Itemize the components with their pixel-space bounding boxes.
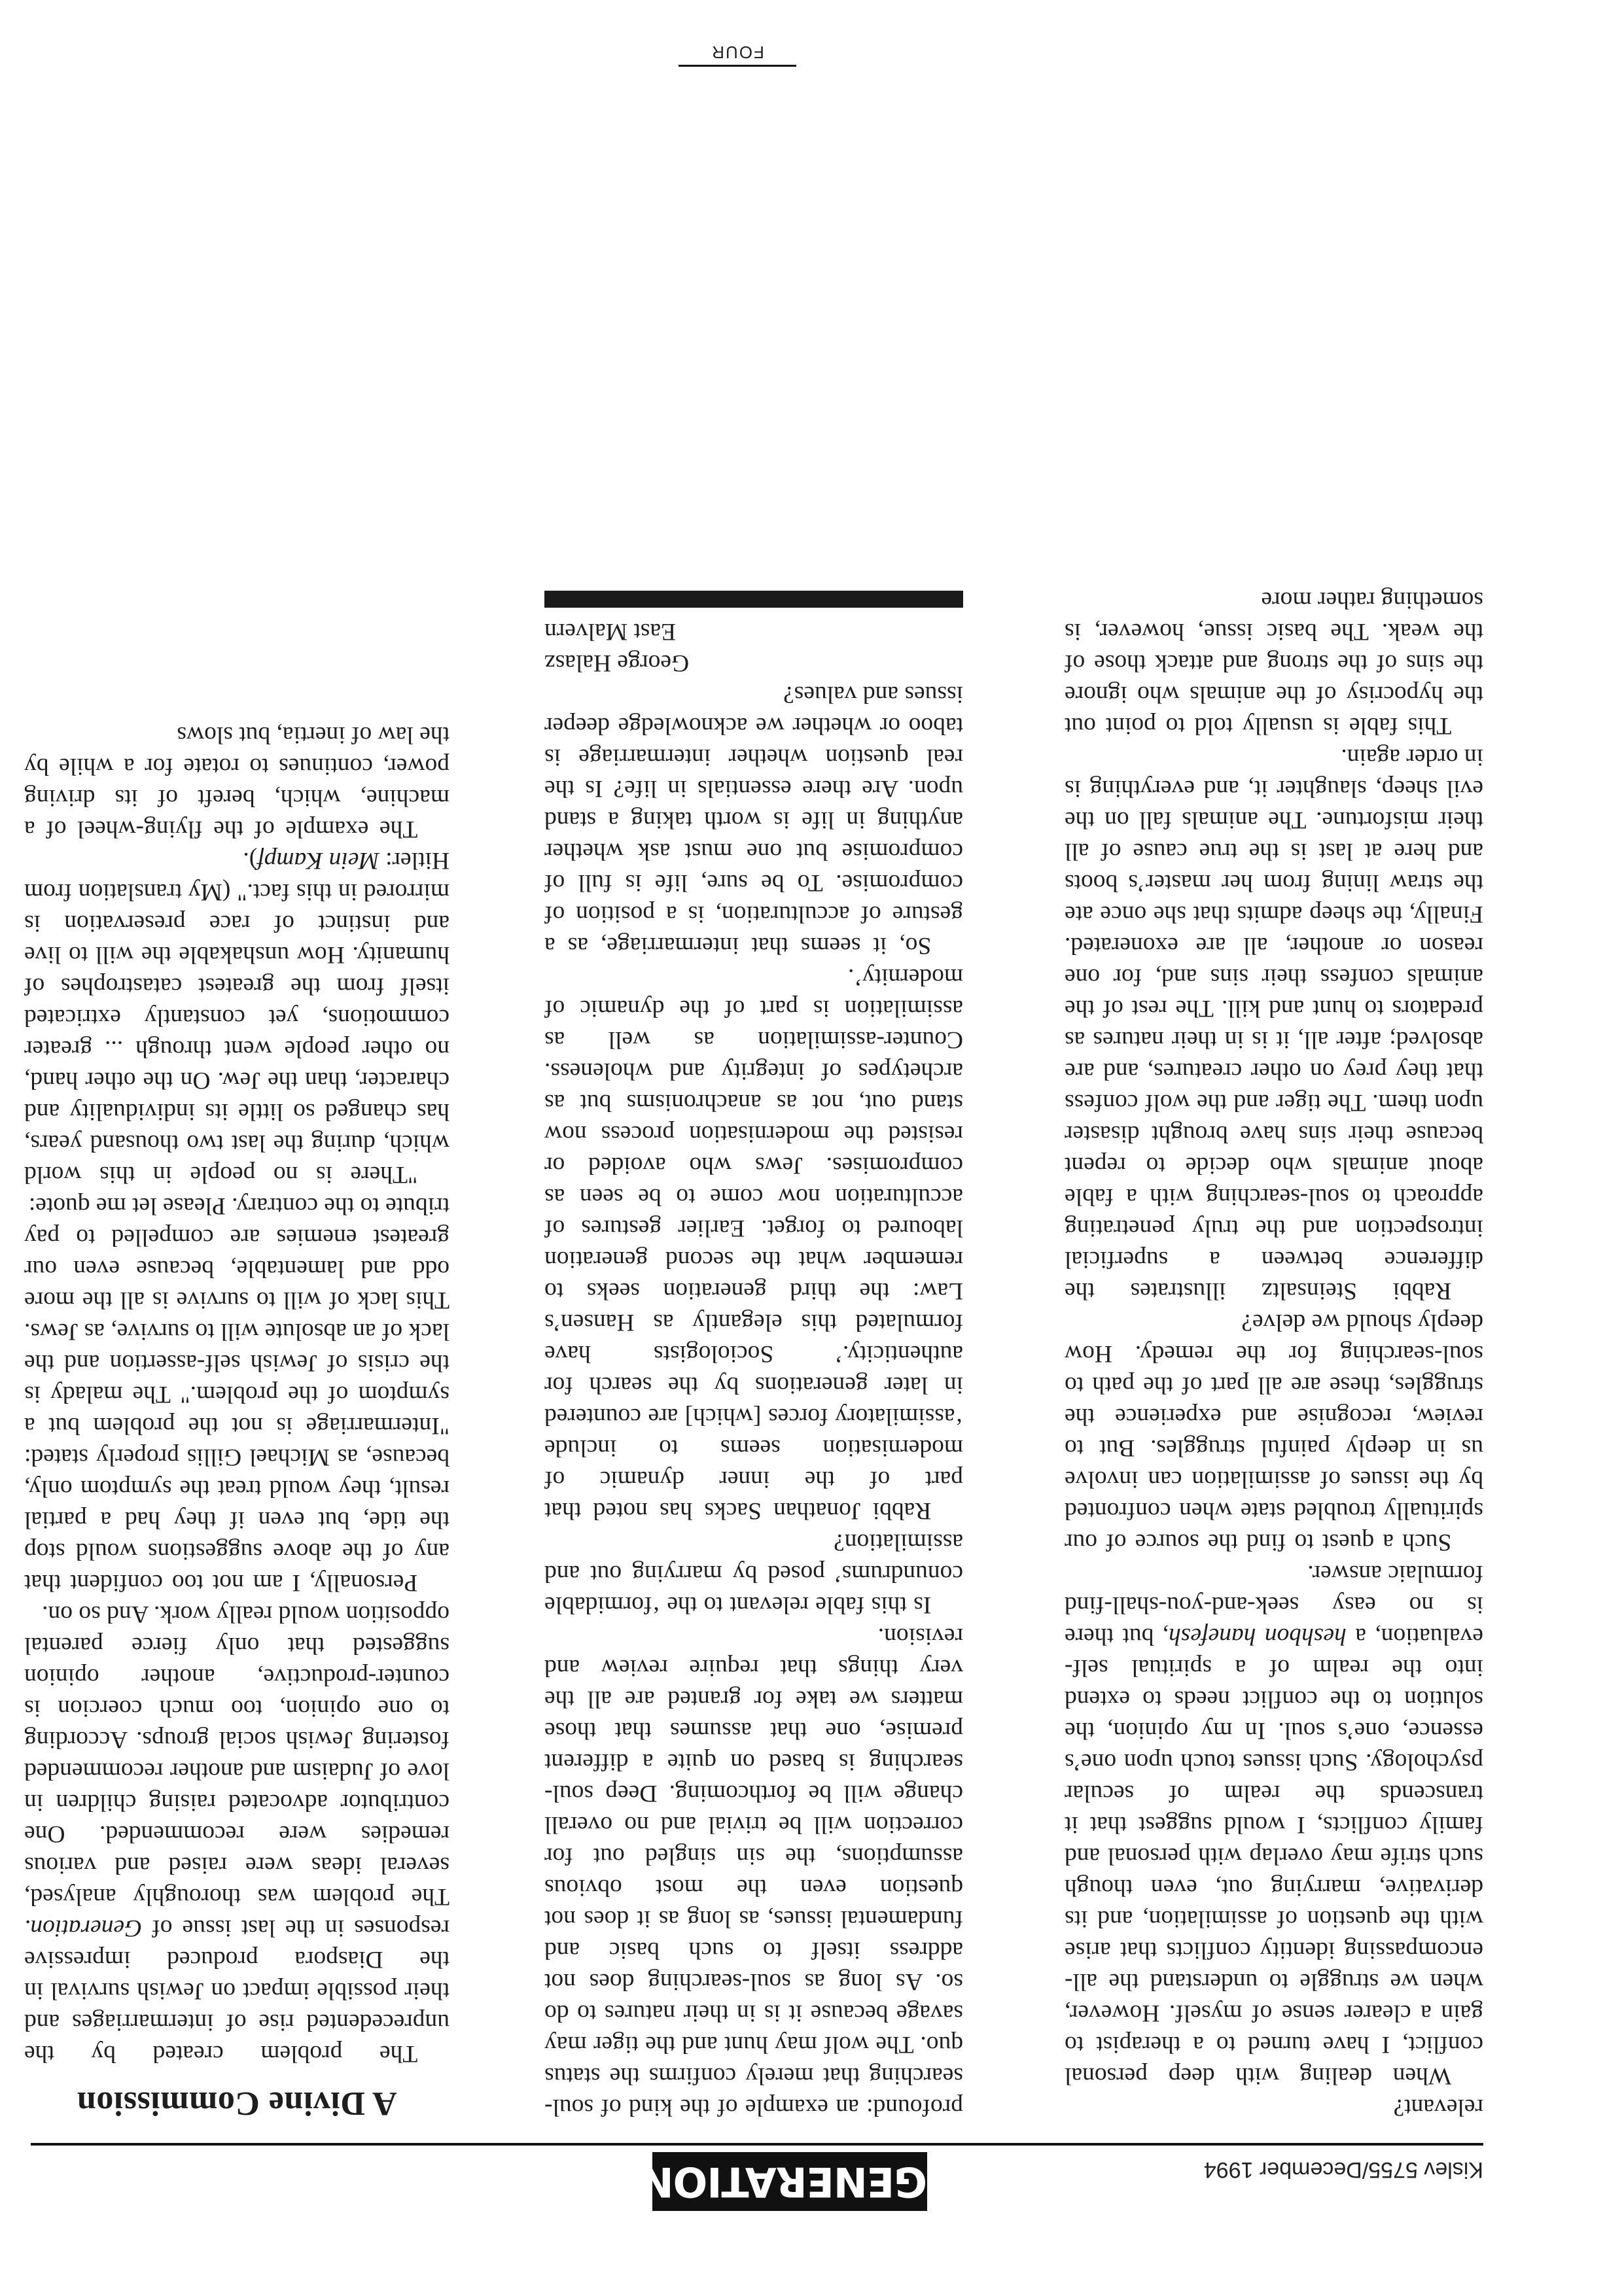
logo-text: GENERATION	[640, 2158, 927, 2206]
column-3	[24, 719, 450, 2123]
column-1	[1065, 584, 1483, 2123]
paragraph: Rabbi Steinsaltz illustrates the difference between a superficial introspection and the truly penetrating approach to soul-searching with a fable about animals who decide to repent because their sins have brought disaster upon them. The tiger and the wolf confess that they prey on other creatures, and are absolved; after all, it is in their natures as predators to hunt and kill. The rest of the animals confess their sins and, for one reason or another, all are exonerated. Finally, the sheep admits that she once ate the straw lining from her master’s boots and here at last is the true cause of all their misfortune. The animals fall on the evil sheep, slaughter it, and everything is in order again.	[1065, 744, 1483, 1304]
author-name: George Halasz	[544, 650, 690, 676]
paragraph: This fable is usually told to point out the hypocrisy of the animals who ignore the sins of the strong and attack those of the weak. The basic issue, however, is something rather more	[1065, 587, 1483, 739]
generation-logo	[640, 2152, 927, 2211]
paragraph: Rabbi Jonathan Sacks has noted that part of the inner dynamic of modernisation seems to include ‘assimilatory forces [which] are countered in later generations by the search for authenticity.’ Sociologists have formulated this elegantly as Hansen’s Law: the third generation seeks to remember what the second generation laboured to forget. Earlier gestures of acculturation now come to be seen as compromises. Jews who avoided or resisted the modernisation process now stand out, not as anachronisms but as archetypes of integrity and wholeness. Counter-assimilation as well as assimilation is part of the dynamic of modernity’.	[544, 964, 963, 1524]
paragraph	[24, 1598, 450, 2069]
paragraph: profound: an example of the kind of soul-searching that merely confirms the status quo. The wolf may hunt and the tiger may savage because it is in their natures to do so. As long as soul-searching does not address itself to such basic and fundamental issues, as long as it does not question even the most obvious assumptions, the sin singled out for correction will be trivial and no overall change will be forthcoming. Deep soul-searching is based on quite a different premise, one that assumes that those matters we take for granted are all the very things that require review and revision.	[544, 1623, 963, 2121]
folio: FOUR	[711, 43, 764, 62]
folio-rule	[679, 65, 796, 67]
paragraph: relevant?	[1393, 2094, 1483, 2121]
paragraph: The example of the flying-wheel of a machine, which, bereft of its driving power, continues to rotate for a while by the law of inertia, but slows	[24, 722, 450, 843]
column-2	[544, 591, 963, 2123]
paragraph: So, it seems that intermarriage, as a gesture of acculturation, is a position of compromise. To be sure, life is full of compromise but one must ask whether anything in life is worth taking a stand upon. Are there essentials in life? Is the real question whether intermarriage is taboo or whether we acknowledge deeper issues and values?	[544, 681, 963, 959]
text: The problem was thoroughly analysed, several ideas were raised and various remedies were recommended. One contributor advocated raising children in love of Judaism and another recommended fostering Jewish social groups. According to one opinion, too much coercion is counter-productive, another opinion suggested that only fierce parental opposition would really work. And so on.	[24, 1601, 450, 1910]
masthead	[31, 2139, 1483, 2211]
quote-paragraph	[24, 844, 450, 1190]
author-location: East Malvern	[544, 618, 676, 645]
quote-text: "There is no people in this world which, during the last two thousand years, has changed so little its individuality and character, than the Jew. On the other hand, no other people went through ... greater commotions, yet constantly extricated itself from the greatest catastrophes of humanity. How unshakable the will to live and instinct of race preservation is mirrored in this fact." (My translation from Hitler:	[24, 847, 450, 1188]
italic-term: heshbon hanefesh	[1169, 1623, 1347, 1650]
masthead-rule	[31, 2143, 1483, 2146]
text: When dealing with deep personal conflict, I have turned to a therapist to gain a clearer sense of myself. However, when we struggle to understand the all-encompassing identity conflicts that arise with the question of assimilation, and its derivative, marrying out, even though such strife may overlap with personal and family conflicts, I would suggest that it transcends the realm of secular psychology. Such issues touch upon one’s essence, one’s soul. In my opinion, the solution to the conflict needs to extend into the realm of a spiritual self-evaluation, a	[1065, 1623, 1483, 2089]
paragraph	[1065, 1557, 1483, 2091]
italic-title: Mein Kampf	[257, 847, 380, 874]
paragraph: Personally, I am not too confident that any of the above suggestions would stop the tide, but even if they had a partial result, they would treat the symptom only, because, as Michael Gillis properly stated: "Intermarriage is not the problem but a symptom of the problem." The malady is the crisis of Jewish self-assertion and the lack of an absolute will to survive, as Jews. This lack of will to survive is all the more odd and lamentable, because even our greatest enemies are compelled to pay tribute to the contrary. Please let me quote:	[24, 1192, 450, 1596]
issue-date: Kislev 5755/December 1994	[1203, 2157, 1483, 2182]
italic-title: Generation.	[24, 1915, 143, 1941]
text: ).	[243, 847, 258, 874]
text: , but there is no easy seek-and-you-shall-find formulaic answer.	[1065, 1560, 1483, 1650]
paragraph: Is this fable relevant to the ‘formidable conundrums’ posed by marrying out and assimilation?	[544, 1529, 963, 1618]
article-heading: A Divine Commission	[77, 2085, 397, 2122]
text: The problem created by the unprecedented rise of intermarriages and their possible impact on Jewish survival in the Diaspora produced impressive responses in the last issue of	[24, 1915, 450, 2067]
paragraph: Such a quest to find the source of our spiritually troubled state when confronted by the issues of assimilation can involve us in deeply painful struggles. But to review, recognise and experience the struggles, these are all part of the path to soul-searching for the remedy. How deeply should we delve?	[1065, 1309, 1483, 1556]
article-end-bar	[544, 591, 963, 608]
